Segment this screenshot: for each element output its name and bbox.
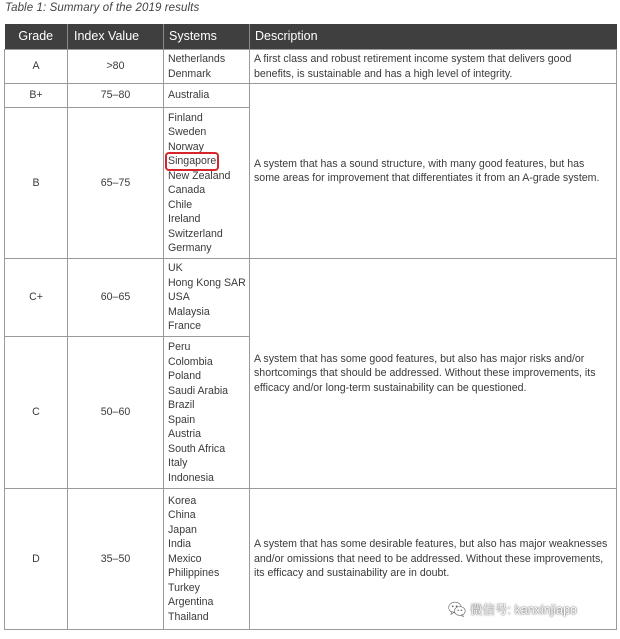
- system-item: Finland: [168, 111, 203, 124]
- system-item: Thailand: [168, 610, 209, 623]
- description-cell: A system that has some good features, but also has major risks and/or shortcomings that should be addressed. Without these improvements, its efficacy and/or long-term sustainability can be questioned.: [250, 259, 617, 489]
- system-item: Malaysia: [168, 305, 210, 318]
- system-item: Chile: [168, 198, 193, 211]
- header-description: Description: [250, 24, 617, 50]
- system-item: Spain: [168, 413, 196, 426]
- index-value-cell: 75–80: [68, 84, 164, 108]
- system-item: USA: [168, 291, 190, 304]
- table-row-grade-b-plus: [5, 84, 617, 108]
- system-item: Hong Kong SAR: [168, 276, 246, 289]
- system-item: India: [168, 538, 191, 551]
- grade-cell: C+: [5, 259, 68, 337]
- grade-cell: B: [5, 108, 68, 259]
- grade-cell: D: [5, 489, 68, 630]
- grade-cell: A: [5, 50, 68, 84]
- systems-cell: [164, 84, 250, 108]
- system-item: Colombia: [168, 355, 213, 368]
- system-item: Switzerland: [168, 227, 223, 240]
- system-item: Norway: [168, 140, 204, 153]
- system-item: Mexico: [168, 552, 202, 565]
- system-item: Canada: [168, 184, 206, 196]
- system-item: Austria: [168, 428, 201, 440]
- systems-cell: [164, 337, 250, 489]
- index-value-cell: 35–50: [68, 489, 164, 630]
- wechat-watermark: [448, 600, 577, 618]
- system-item: Argentina: [168, 596, 214, 609]
- table-header-row: [5, 24, 617, 50]
- wechat-icon: [448, 601, 466, 617]
- header-grade: Grade: [5, 24, 68, 50]
- system-item: South Africa: [168, 442, 226, 455]
- system-item-highlighted: [168, 154, 245, 169]
- system-item: Korea: [168, 494, 197, 507]
- description-cell: A first class and robust retirement income system that delivers good benefits, is sustainable and has a high level of integrity.: [250, 50, 617, 84]
- grade-cell: B+: [5, 84, 68, 108]
- system-item: Sweden: [168, 126, 207, 138]
- system-item: Netherlands: [168, 53, 226, 65]
- system-item: Japan: [168, 523, 197, 536]
- table-row-grade-c-plus: [5, 259, 617, 337]
- header-index-value: Index Value: [68, 24, 164, 50]
- system-item: Australia: [168, 89, 210, 102]
- index-value-cell: 50–60: [68, 337, 164, 489]
- description-cell: A system that has a sound structure, with many good features, but has some areas for improvement that differentiates it from an A-grade system.: [250, 84, 617, 259]
- system-item: China: [168, 509, 196, 522]
- system-item: Denmark: [168, 67, 211, 80]
- system-item: UK: [168, 262, 183, 275]
- index-value-cell: 60–65: [68, 259, 164, 337]
- table-caption: Table 1: Summary of the 2019 results: [5, 2, 200, 14]
- description-cell: A system that has some desirable features, but also has major weaknesses and/or omissions that need to be addressed. Without these improvements, its efficacy and sustainability are in doubt.: [250, 489, 617, 630]
- systems-cell: [164, 259, 250, 337]
- system-item: Philippines: [168, 567, 220, 580]
- table-row-grade-a: [5, 50, 617, 84]
- watermark-text: 微信号: kanxinjiapo: [470, 603, 577, 617]
- systems-cell: [164, 108, 250, 259]
- results-summary-table: [4, 24, 617, 630]
- systems-cell: [164, 489, 250, 630]
- system-item: France: [168, 320, 201, 333]
- systems-cell: [164, 50, 250, 84]
- system-item: Poland: [168, 370, 201, 382]
- system-item: Italy: [168, 457, 188, 469]
- index-value-cell: >80: [68, 50, 164, 84]
- system-item: Germany: [168, 242, 212, 254]
- system-item: Brazil: [168, 399, 195, 411]
- grade-cell: C: [5, 337, 68, 489]
- system-item: New Zealand: [168, 169, 231, 182]
- singapore-highlight-box: Singapore: [168, 155, 217, 167]
- index-value-cell: 65–75: [68, 108, 164, 259]
- system-item: Saudi Arabia: [168, 384, 229, 397]
- header-systems: Systems: [164, 24, 250, 50]
- system-item: Indonesia: [168, 471, 214, 484]
- system-item: Turkey: [168, 581, 200, 594]
- system-item: Ireland: [168, 213, 201, 225]
- system-item: Peru: [168, 341, 191, 353]
